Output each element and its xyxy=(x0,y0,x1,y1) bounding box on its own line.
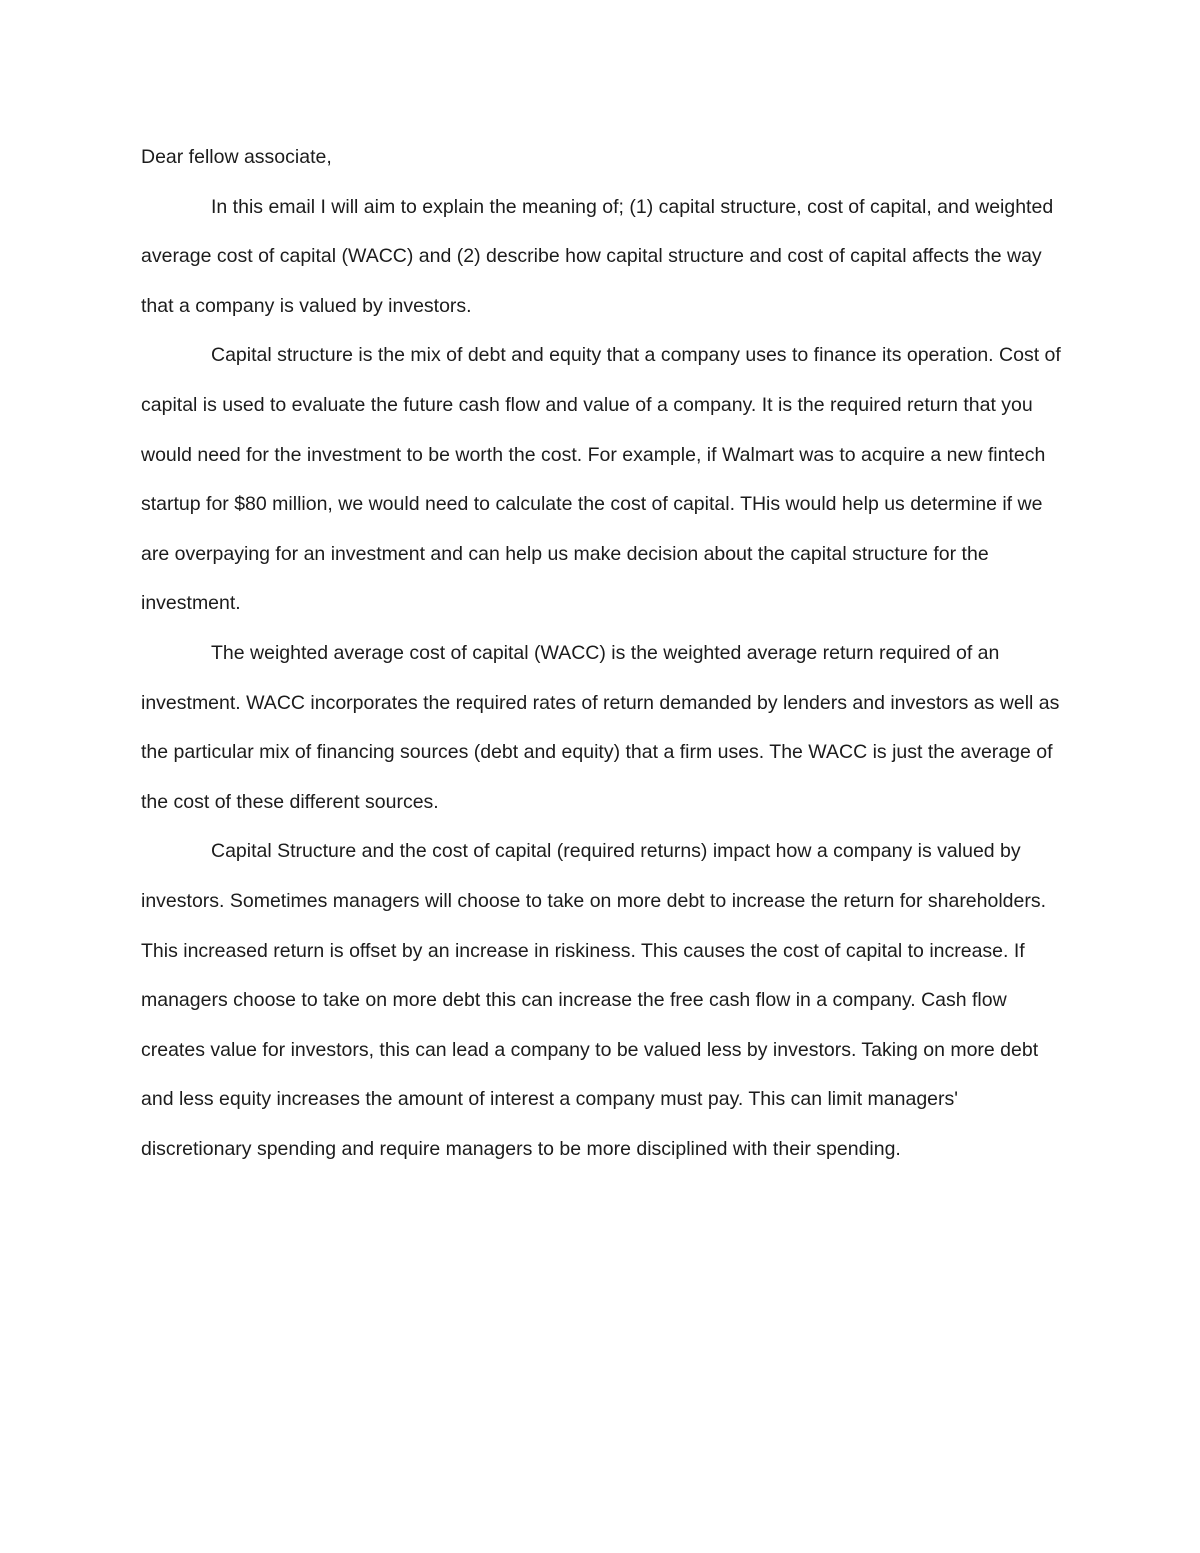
paragraph-capital-structure: Capital structure is the mix of debt and equity that a company uses to finance its operation. Cost of capital is used to evaluate the future cash flow and value of a company. It is the required return that you would need for the investment to be worth the cost. For example, if Walmart was to acquire a new fintech startup for $80 million, we would need to calculate the cost of capital. THis would help us determine if we are overpaying for an investment and can help us make decision about the capital structure for the investment. xyxy=(141,344,1061,615)
salutation: Dear fellow associate, xyxy=(141,146,332,168)
paragraph-valuation: Capital Structure and the cost of capital (required returns) impact how a company is valued by investors. Sometimes managers will choose to take on more debt to increase the return for shareholders. This increased return is offset by an increase in riskiness. This causes the cost of capital to increase. If managers choose to take on more debt this can increase the free cash flow in a company. Cash flow creates value for investors, this can lead a company to be valued less by investors. Taking on more debt and less equity increases the amount of interest a company must pay. This can limit managers' discretionary spending and require managers to be more disciplined with their spending. xyxy=(141,840,1047,1160)
paragraph-intro: In this email I will aim to explain the meaning of; (1) capital structure, cost of capital, and weighted average cost of capital (WACC) and (2) describe how capital structure and cost of capital affects the way that a company is valued by investors. xyxy=(141,195,1054,317)
paragraph-wacc: The weighted average cost of capital (WACC) is the weighted average return required of an investment. WACC incorporates the required rates of return demanded by lenders and investors as well as the particular mix of financing sources (debt and equity) that a firm uses. The WACC is just the average of the cost of these different sources. xyxy=(141,641,1060,813)
letter-body xyxy=(141,133,1066,1174)
